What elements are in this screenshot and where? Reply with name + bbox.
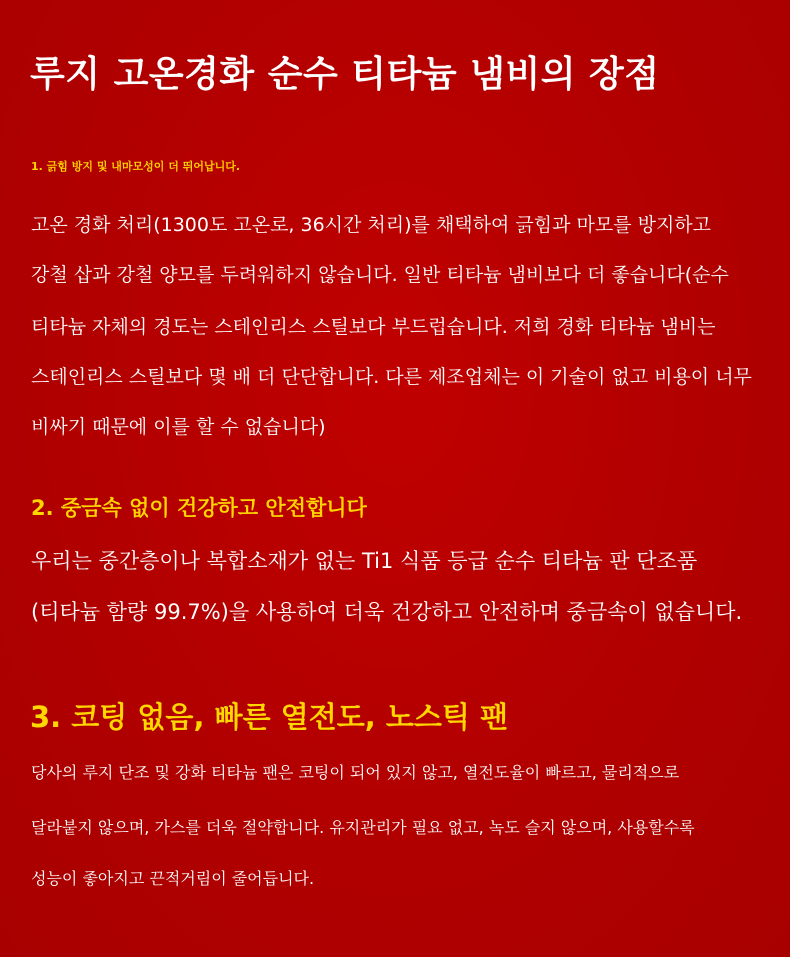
section-heading: 1. 긁힘 방지 및 내마모성이 더 뛰어납니다.	[31, 160, 241, 173]
section-body-line: 고온 경화 처리(1300도 고온로, 36시간 처리)를 채택하여 긁힘과 마모를 방지하고	[31, 214, 712, 236]
page-title: 루지 고온경화 순수 티타늄 냄비의 장점	[30, 54, 660, 95]
section-body-line: 달라붙지 않으며, 가스를 더욱 절약합니다. 유지관리가 필요 없고, 녹도 슬지 않으며, 사용할수록	[31, 818, 695, 837]
section-heading: 3. 코팅 없음, 빠른 열전도, 노스틱 팬	[30, 700, 508, 734]
section-body-line: 비싸기 때문에 이를 할 수 없습니다)	[31, 416, 326, 438]
section-body-line: 강철 삽과 강철 양모를 두려워하지 않습니다. 일반 티타늄 냄비보다 더 좋습니다(순수	[31, 264, 729, 286]
section-heading: 2. 중금속 없이 건강하고 안전합니다	[31, 496, 367, 520]
section-body-line: 당사의 루지 단조 및 강화 티타늄 팬은 코팅이 되어 있지 않고, 열전도율이 빠르고, 물리적으로	[31, 763, 680, 782]
section-body-line: 티타늄 자체의 경도는 스테인리스 스틸보다 부드럽습니다. 저희 경화 티타늄 냄비는	[31, 316, 716, 338]
section-body-line: (티타늄 함량 99.7%)을 사용하여 더욱 건강하고 안전하며 중금속이 없습니다.	[31, 600, 743, 624]
section-body-line: 우리는 중간층이나 복합소재가 없는 Ti1 식품 등급 순수 티타늄 판 단조품	[31, 549, 698, 573]
section-body-line: 성능이 좋아지고 끈적거림이 줄어듭니다.	[31, 869, 315, 888]
section-body-line: 스테인리스 스틸보다 몇 배 더 단단합니다. 다른 제조업체는 이 기술이 없고 비용이 너무	[31, 366, 752, 388]
